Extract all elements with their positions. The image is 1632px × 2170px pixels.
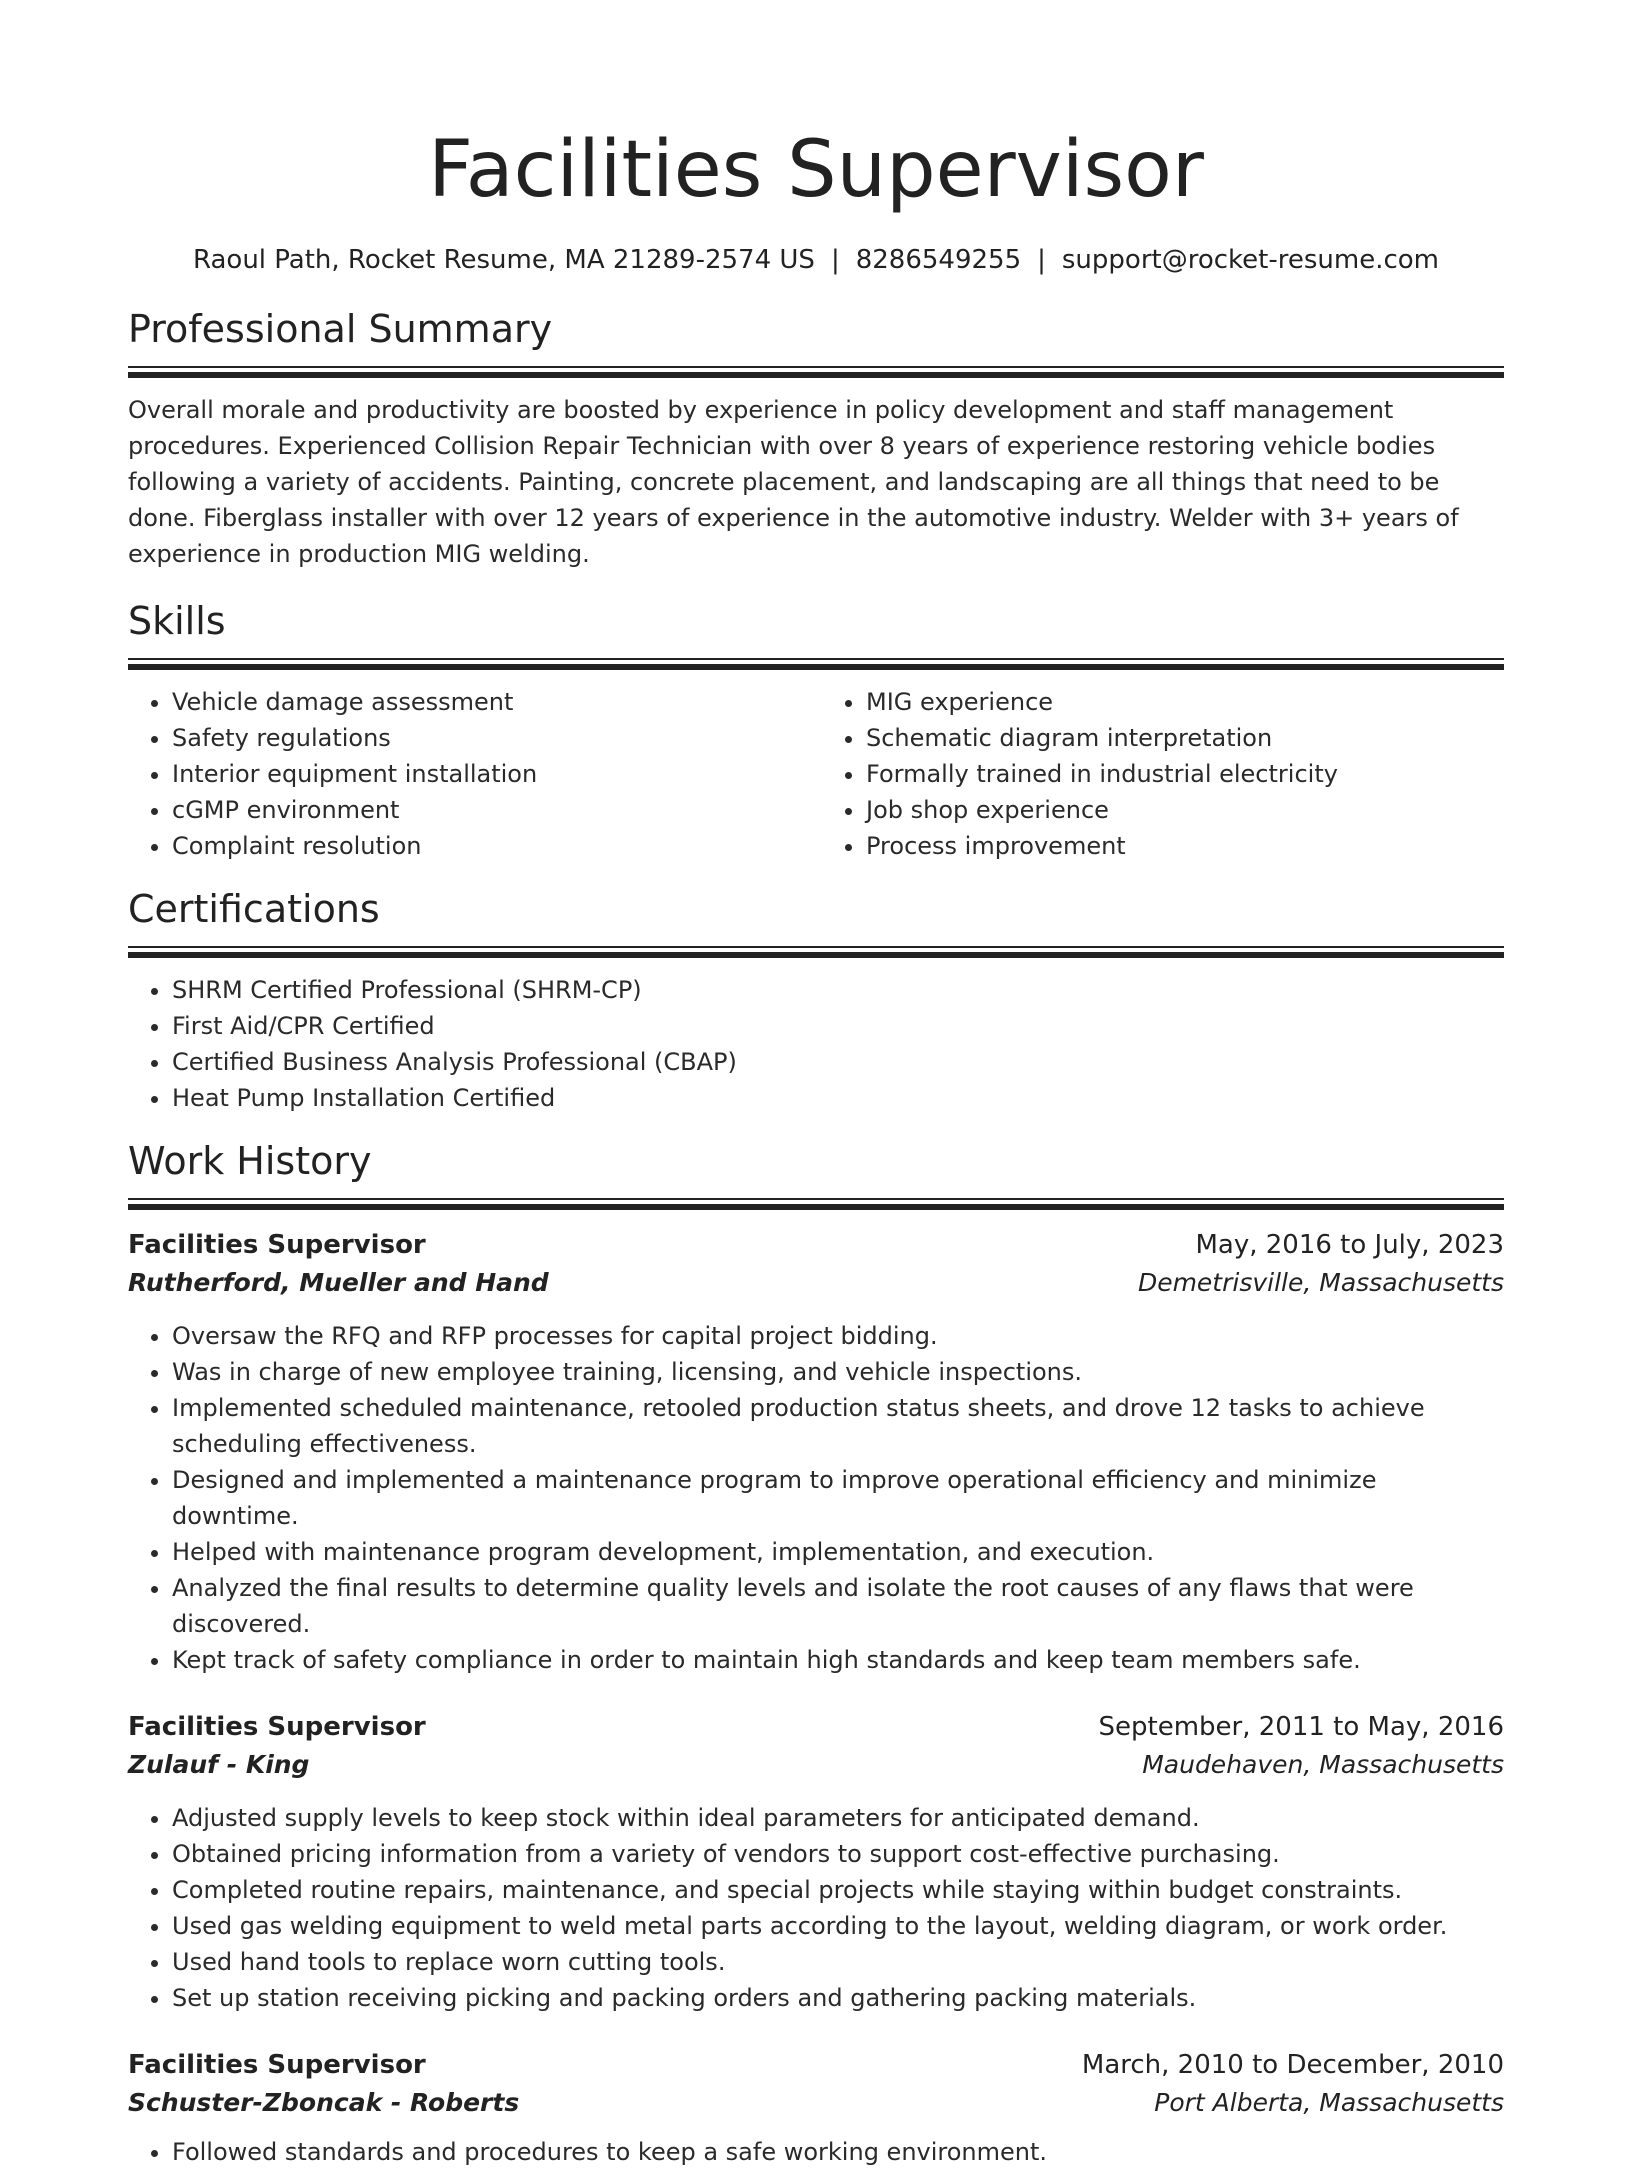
certification-item: • SHRM Certified Professional (SHRM-CP) — [172, 972, 1504, 1008]
job-location: Port Alberta, Massachusetts — [1154, 2088, 1504, 2117]
job-bullet: • Adjusted supply levels to keep stock within ideal parameters for anticipated demand. — [172, 1800, 1504, 1836]
skills-list-left — [128, 684, 816, 864]
job-company: Rutherford, Mueller and Hand — [128, 1268, 549, 1297]
job-company: Zulauf - King — [128, 1750, 310, 1779]
job-title: Facilities Supervisor — [128, 1230, 426, 1260]
job-header-row — [128, 2046, 1504, 2084]
certifications-list — [128, 972, 1504, 1116]
section-divider — [128, 946, 1504, 958]
work-history-section — [128, 1138, 1504, 2170]
resume-content — [128, 0, 1504, 2170]
certifications-section — [128, 886, 1504, 1116]
job-dates: March, 2010 to December, 2010 — [1081, 2050, 1504, 2080]
job-location: Maudehaven, Massachusetts — [1142, 1750, 1504, 1779]
job-bullet: • Set up station receiving picking and packing orders and gathering packing materials. — [172, 1980, 1504, 2016]
job-bullet: • Followed standards and procedures to keep a safe working environment. — [172, 2134, 1504, 2170]
contact-address: Raoul Path, Rocket Resume, MA 21289-2574 US — [192, 245, 815, 275]
contact-separator: | — [1037, 245, 1046, 275]
summary-text: Overall morale and productivity are boosted by experience in policy development and staff management procedures. Experienced Collision Repair Technician with over 8 years of experience restoring vehicle bodies following a variety of accidents. Painting, concrete placement, and landscaping are all things that need to be done. Fiberglass installer with over 12 years of experience in the automotive industry. Welder with 3+ years of experience in production MIG welding. — [128, 396, 1459, 568]
certification-item: • Certified Business Analysis Professional (CBAP) — [172, 1044, 1504, 1080]
job-bullet: • Implemented scheduled maintenance, retooled production status sheets, and drove 12 tasks to achieve scheduling effectiveness. — [172, 1390, 1504, 1462]
job-bullet: • Obtained pricing information from a variety of vendors to support cost-effective purchasing. — [172, 1836, 1504, 1872]
contact-email: support@rocket-resume.com — [1061, 245, 1439, 275]
job-header-row — [128, 1226, 1504, 1264]
skill-item: • Formally trained in industrial electricity — [866, 756, 1504, 792]
job-company-row — [128, 2084, 1504, 2122]
skill-item: • Job shop experience — [866, 792, 1504, 828]
summary-section — [128, 306, 1504, 572]
job-title: Facilities Supervisor — [128, 1712, 426, 1742]
job-dates: September, 2011 to May, 2016 — [1098, 1712, 1504, 1742]
section-heading-summary: Professional Summary — [128, 307, 553, 351]
section-divider — [128, 658, 1504, 670]
job-company-row — [128, 1746, 1504, 1784]
job-bullet: • Oversaw the RFQ and RFP processes for capital project bidding. — [172, 1318, 1504, 1354]
section-divider — [128, 366, 1504, 378]
job-bullet: • Used hand tools to replace worn cutting tools. — [172, 1944, 1504, 1980]
skill-item: • Process improvement — [866, 828, 1504, 864]
section-divider — [128, 1198, 1504, 1210]
job-entry — [128, 2046, 1504, 2170]
contact-line — [128, 244, 1504, 276]
job-bullet: • Helped with maintenance program development, implementation, and execution. — [172, 1534, 1504, 1570]
job-company-row — [128, 1264, 1504, 1302]
section-heading-work-history: Work History — [128, 1139, 372, 1183]
job-title: Facilities Supervisor — [128, 2050, 426, 2080]
skill-item: • Interior equipment installation — [172, 756, 816, 792]
skill-item: • cGMP environment — [172, 792, 816, 828]
contact-separator: | — [830, 245, 840, 275]
skill-item: • Complaint resolution — [172, 828, 816, 864]
job-location: Demetrisville, Massachusetts — [1137, 1268, 1504, 1297]
skill-item: • Safety regulations — [172, 720, 816, 756]
job-bullet: • Completed routine repairs, maintenance, and special projects while staying within budget constraints. — [172, 1872, 1504, 1908]
skills-section — [128, 598, 1504, 864]
job-bullets — [128, 1800, 1504, 2016]
section-heading-skills: Skills — [128, 599, 226, 643]
job-entry — [128, 1708, 1504, 2016]
skill-item: • Schematic diagram interpretation — [866, 720, 1504, 756]
skills-list-right — [816, 684, 1504, 864]
job-bullet: • Was in charge of new employee training, licensing, and vehicle inspections. — [172, 1354, 1504, 1390]
job-entry — [128, 1226, 1504, 1678]
job-bullets — [128, 2134, 1504, 2170]
job-dates: May, 2016 to July, 2023 — [1195, 1230, 1504, 1260]
job-bullet: • Analyzed the final results to determine quality levels and isolate the root causes of any flaws that were discovered. — [172, 1570, 1504, 1642]
job-header-row — [128, 1708, 1504, 1746]
job-bullet: • Used gas welding equipment to weld metal parts according to the layout, welding diagram, or work order. — [172, 1908, 1504, 1944]
skills-column-right — [816, 684, 1504, 864]
resume-title: Facilities Supervisor — [428, 125, 1204, 215]
certification-item: • Heat Pump Installation Certified — [172, 1080, 1504, 1116]
job-company: Schuster-Zboncak - Roberts — [128, 2088, 520, 2117]
job-bullet: • Designed and implemented a maintenance program to improve operational efficiency and minimize downtime. — [172, 1462, 1504, 1534]
skills-grid — [128, 684, 1504, 864]
skill-item: • MIG experience — [866, 684, 1504, 720]
job-bullet: • Kept track of safety compliance in order to maintain high standards and keep team members safe. — [172, 1642, 1504, 1678]
job-bullets — [128, 1318, 1504, 1678]
skills-column-left — [128, 684, 816, 864]
skill-item: • Vehicle damage assessment — [172, 684, 816, 720]
certification-item: • First Aid/CPR Certified — [172, 1008, 1504, 1044]
contact-phone: 8286549255 — [855, 245, 1022, 275]
section-heading-certifications: Certifications — [128, 887, 380, 931]
